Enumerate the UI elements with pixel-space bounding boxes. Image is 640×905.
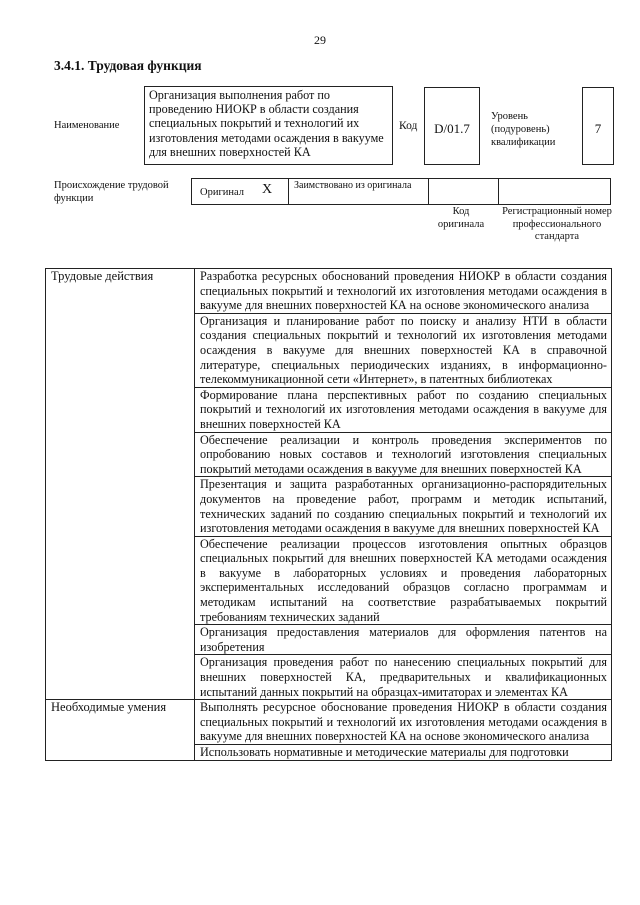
- code-original-label: Код оригинала: [437, 206, 485, 230]
- labor-action-item: Организация проведения работ по нанесению специальных покрытий для внешних поверхностей КА, предварительных и квалификационных испытаний данных покрытий на образцах-имитаторах и элементах КА: [195, 655, 612, 700]
- function-name-value: Организация выполнения работ по проведению НИОКР в области создания специальных покрытий и технологий их изготовления методами осаждения в вакууме для внешних поверхностей КА: [144, 86, 393, 165]
- qualification-level-value: 7: [582, 87, 614, 165]
- original-cell: [192, 179, 289, 204]
- labor-action-item: Обеспечение реализации и контроль проведения экспериментов по опробованию новых составов и технологий изготовления специальных покрытий методами осаждения в вакууме для внешних поверхностей КА: [195, 432, 612, 477]
- table-row: [46, 269, 612, 314]
- skills-label: Необходимые умения: [46, 700, 195, 760]
- labor-action-item: Формирование плана перспективных работ по созданию специальных покрытий и технологий их изготовления методами осаждения в вакууме для внешних поверхностей КА: [195, 387, 612, 432]
- level-label-line: (подуровень): [491, 124, 550, 135]
- table-row: [46, 700, 612, 745]
- labor-actions-label: Трудовые действия: [46, 269, 195, 700]
- origin-label: Происхождение трудовой функции: [54, 180, 169, 204]
- labor-action-item: Разработка ресурсных обоснований проведения НИОКР в области создания специальных покрытий и технологий их изготовления методами осаждения в вакууме для внешних поверхностей КА на основе экономического анализа: [195, 269, 612, 314]
- function-code-value: D/01.7: [424, 87, 480, 165]
- reg-number-cell: [499, 179, 610, 204]
- code-original-cell: [429, 179, 499, 204]
- section-title: 3.4.1. Трудовая функция: [54, 58, 202, 73]
- function-table: [45, 268, 612, 761]
- original-label: Оригинал: [200, 187, 244, 198]
- borrowed-label: Заимствовано из оригинала: [294, 180, 412, 191]
- labor-action-item: Организация и планирование работ по поиску и анализу НТИ в области создания специальных покрытий и технологий их изготовления методами осаждения в вакууме для внешних поверхностей КА в справочной литературе, специальных периодических изданиях, в информационно-телекоммуникационной сети «Интернет», в патентных библиотеках: [195, 313, 612, 387]
- qualification-level-label: [491, 110, 555, 149]
- level-label-line: Уровень: [491, 111, 528, 122]
- borrowed-cell: [289, 179, 429, 204]
- name-label: Наименование: [54, 120, 120, 131]
- origin-row: [191, 178, 611, 205]
- labor-action-item: Организация предоставления материалов для оформления патентов на изобретения: [195, 625, 612, 655]
- labor-action-item: Презентация и защита разработанных организационно-распорядительных документов на проведение работ, программ и методик испытаний, технических заданий по созданию специальных покрытий и технологий их изготовления методами осаждения в вакууме для внешних поверхностей КА: [195, 477, 612, 536]
- code-label: Код: [399, 120, 418, 132]
- skill-item: Выполнять ресурсное обоснование проведения НИОКР в области создания специальных покрытий и технологий их изготовления методами осаждения в вакууме для внешних поверхностей КА на основе экономического анализа: [195, 700, 612, 745]
- original-mark: X: [262, 182, 273, 197]
- reg-number-label: Регистрационный номер профессионального стандарта: [502, 206, 612, 242]
- labor-action-item: Обеспечение реализации процессов изготовления опытных образцов специальных покрытий для внешних поверхностей КА методами осаждения в вакууме в лабораторных условиях и проведения лабораторных экспериментальных исследований образцов согласно программам и методикам испытаний на соответствие разрабатываемых покрытий требованиям технических заданий: [195, 536, 612, 625]
- level-label-line: квалификации: [491, 137, 556, 148]
- skill-item: Использовать нормативные и методические материалы для подготовки: [195, 745, 612, 761]
- page-number: 29: [314, 33, 326, 47]
